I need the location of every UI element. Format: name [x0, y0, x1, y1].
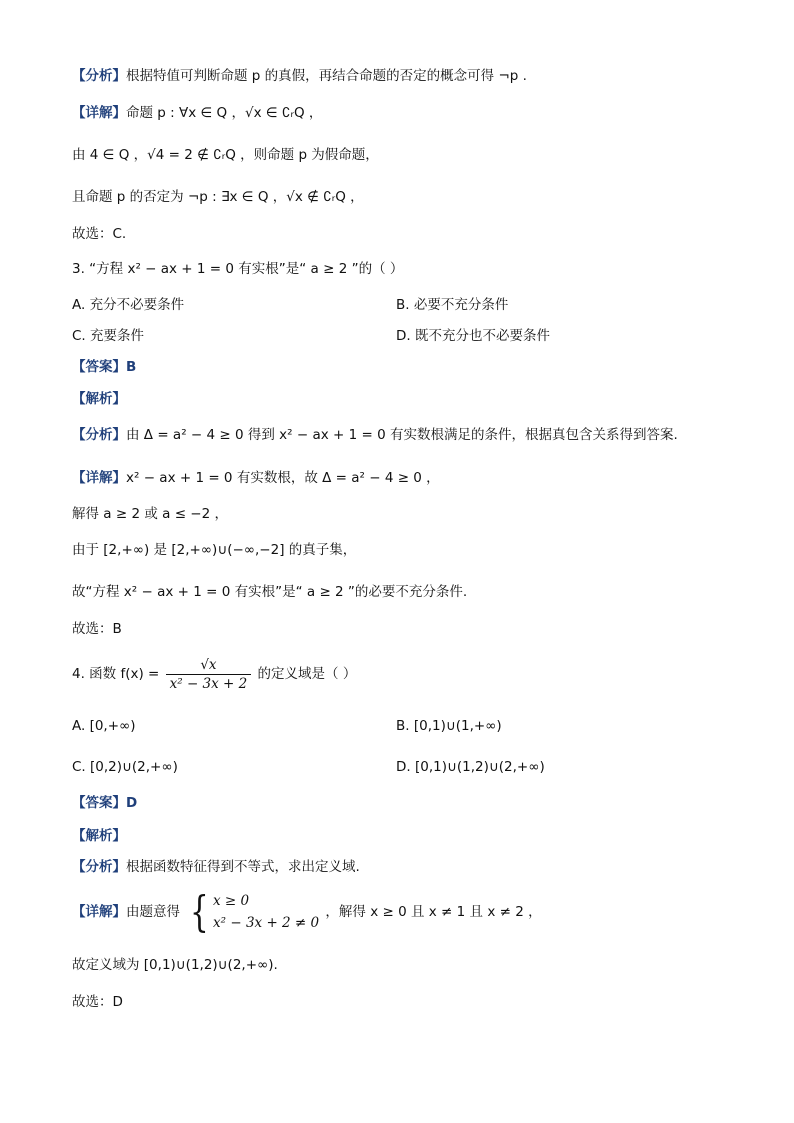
q4-option-c: C. [0,2)∪(2,+∞) [72, 759, 178, 775]
q3-analysis [72, 425, 678, 445]
analysis-tag: 【分析】 [72, 427, 126, 443]
analysis-tag: 【分析】 [72, 68, 126, 84]
detail-tag: 【详解】 [72, 470, 126, 486]
analysis-text: 根据函数特征得到不等式，求出定义域. [126, 859, 360, 875]
system-row-1: x ≥ 0 [213, 893, 250, 909]
q4-option-b: B. [0,1)∪(1,+∞) [396, 718, 502, 734]
analysis-text: 由 Δ = a² − 4 ≥ 0 得到 x² − ax + 1 = 0 有实数根满足的条件，根据真包含关系得到答案. [126, 427, 678, 443]
analysis-tag: 【分析】 [72, 859, 126, 875]
q4-explain: 【解析】 [72, 828, 126, 844]
q3-option-c: C. 充要条件 [72, 328, 145, 344]
detail-text: 命题 p : ∀x ∈ Q ，√x ∈ ∁ᵣQ ， [126, 105, 323, 121]
q3-option-b: B. 必要不充分条件 [396, 297, 509, 313]
q2-line4: 且命题 p 的否定为 ¬p : ∃x ∈ Q ，√x ∉ ∁ᵣQ ， [72, 189, 364, 205]
q3-answer: 【答案】B [72, 359, 137, 375]
q4-stem-suffix: 的定义域是（ ） [257, 666, 357, 682]
equation-system [186, 887, 320, 936]
q4-answer: 【答案】D [72, 795, 138, 811]
left-brace: { [190, 887, 210, 936]
q3-option-d: D. 既不充分也不必要条件 [396, 328, 550, 344]
detail-tag: 【详解】 [72, 105, 126, 121]
analysis-text: 根据特值可判断命题 p 的真假，再结合命题的否定的概念可得 ¬p . [126, 68, 527, 84]
q3-explain: 【解析】 [72, 391, 126, 407]
q3-stem: 3. “方程 x² − ax + 1 = 0 有实根”是“ a ≥ 2 ”的（ ） [72, 261, 404, 277]
q4-choice: 故选：D [72, 994, 123, 1010]
detail-tag: 【详解】 [72, 904, 126, 920]
q3-option-a: A. 充分不必要条件 [72, 297, 185, 313]
q4-option-d: D. [0,1)∪(1,2)∪(2,+∞) [396, 759, 545, 775]
q4-stem [72, 654, 356, 694]
q2-choice: 故选：C. [72, 226, 127, 242]
system-row-2: x² − 3x + 2 ≠ 0 [213, 915, 320, 931]
q4-option-a: A. [0,+∞) [72, 718, 136, 734]
detail-prefix: 由题意得 [126, 904, 180, 920]
q3-conclude: 故“方程 x² − ax + 1 = 0 有实根”是“ a ≥ 2 ”的必要不充分条件. [72, 584, 468, 600]
q4-detail [72, 888, 542, 936]
q4-domain: 故定义域为 [0,1)∪(1,2)∪(2,+∞). [72, 957, 278, 973]
detail-suffix: ，解得 x ≥ 0 且 x ≠ 1 且 x ≠ 2 ， [325, 904, 542, 920]
q3-detail [72, 468, 440, 488]
q4-stem-prefix: 4. 函数 f(x) = [72, 666, 160, 682]
fraction-denominator: x² − 3x + 2 [169, 675, 248, 692]
q3-choice: 故选：B [72, 621, 122, 637]
q4-analysis [72, 857, 360, 877]
q2-detail [72, 103, 322, 123]
q4-fraction [166, 656, 252, 693]
q2-analysis [72, 66, 527, 86]
q3-solve: 解得 a ≥ 2 或 a ≤ −2 ， [72, 506, 228, 522]
fraction-numerator: √x [166, 656, 252, 675]
q2-line3: 由 4 ∈ Q ，√4 = 2 ∉ ∁ᵣQ ，则命题 p 为假命题， [72, 147, 379, 163]
detail-text: x² − ax + 1 = 0 有实数根，故 Δ = a² − 4 ≥ 0 ， [126, 470, 440, 486]
q3-subset: 由于 [2,+∞) 是 [2,+∞)∪(−∞,−2] 的真子集， [72, 542, 357, 558]
